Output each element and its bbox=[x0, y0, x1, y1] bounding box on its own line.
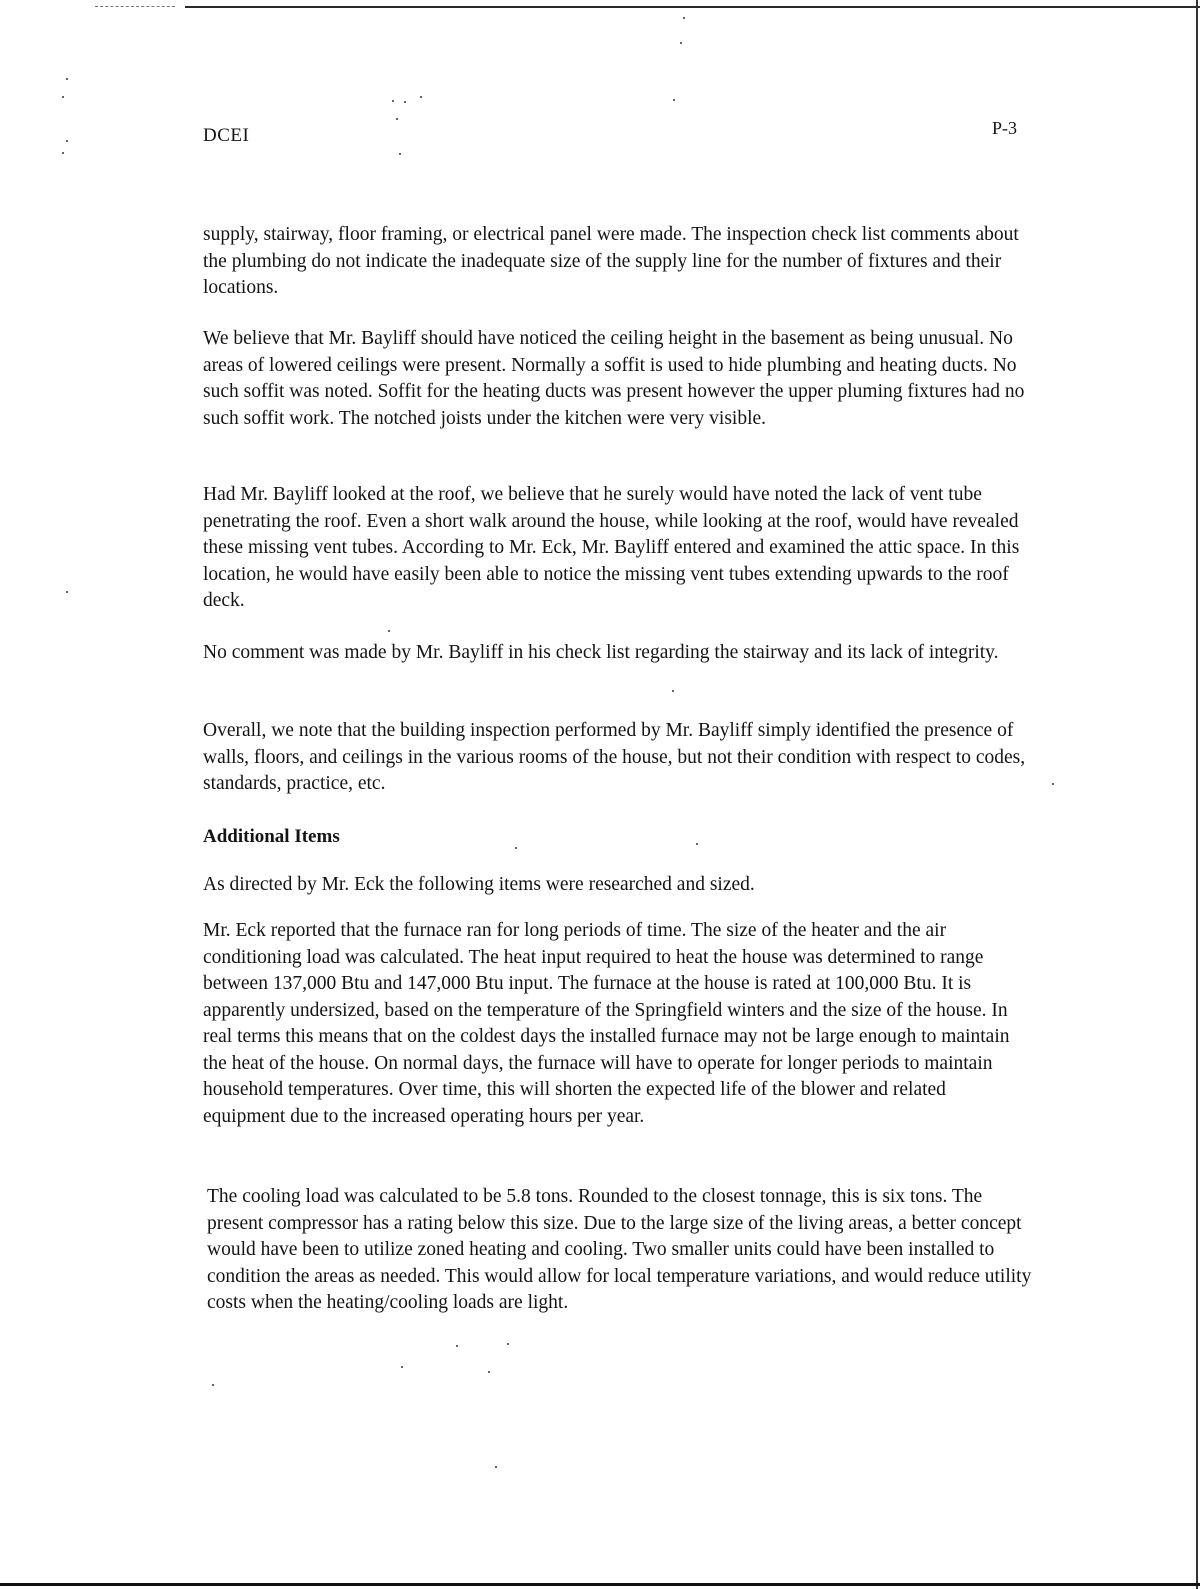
section-heading-additional-items: Additional Items bbox=[203, 826, 340, 847]
paragraph-directed: As directed by Mr. Eck the following items were researched and sized. bbox=[203, 874, 755, 895]
paragraph-furnace: Mr. Eck reported that the furnace ran for long periods of time. The size of the heater and the air conditioning load was calculated. The heat input required to heat the house was determined to range between 137,000 Btu and 147,000 Btu input. The furnace at the house is rated at 100,000 Btu. It is apparently undersized, based on the temperature of the Springfield winters and the size of the house. In real terms this means that on the coldest days the installed furnace may not be large enough to maintain the heat of the house. On normal days, the furnace will have to operate for longer periods to maintain household temperatures. Over time, this will shorten the expected life of the blower and related equipment due to the increased operating hours per year. bbox=[203, 920, 1010, 1127]
scan-speck bbox=[401, 1366, 403, 1368]
scan-speck bbox=[456, 1345, 458, 1347]
scan-speck bbox=[420, 96, 422, 98]
paragraph-supply: supply, stairway, floor framing, or electrical panel were made. The inspection check list comments about the plumbing do not indicate the inadequate size of the supply line for the number of fixtures and their locations. bbox=[203, 224, 1019, 298]
scan-speck bbox=[672, 690, 674, 692]
header-page-number: P-3 bbox=[992, 118, 1018, 138]
scan-speck bbox=[680, 42, 682, 44]
paragraph-ceiling-height: We believe that Mr. Bayliff should have noticed the ceiling height in the basement as being unusual. No areas of lowered ceilings were present. Normally a soffit is used to hide plumbing and heating ducts. No such soffit was noted. Soffit for the heating ducts was present however the upper pluming fixtures had no such soffit work. The notched joists under the kitchen were very visible. bbox=[203, 328, 1025, 429]
scan-speck bbox=[396, 118, 398, 120]
scan-speck bbox=[62, 96, 64, 98]
paragraph-roof: Had Mr. Bayliff looked at the roof, we believe that he surely would have noted the lack of vent tube penetrating the roof. Even a short walk around the house, while looking at the roof, would have revealed these missing vent tubes. According to Mr. Eck, Mr. Bayliff entered and examined the attic space. In this location, he would have easily been able to notice the missing vent tubes extending upwards to the roof deck. bbox=[203, 484, 1020, 611]
scan-speck bbox=[696, 843, 698, 845]
scan-speck bbox=[673, 99, 675, 101]
paragraph-overall: Overall, we note that the building inspection performed by Mr. Bayliff simply identified the presence of walls, floors, and ceilings in the various rooms of the house, but not their condition with respect to codes, standards, practice, etc. bbox=[203, 720, 1026, 794]
scan-speck bbox=[507, 1343, 509, 1345]
scan-speck bbox=[388, 630, 390, 632]
scan-speck bbox=[495, 1466, 497, 1468]
scan-top-border bbox=[185, 6, 1200, 8]
scan-speck bbox=[515, 847, 517, 849]
header-company: DCEI bbox=[203, 125, 250, 146]
scan-speck bbox=[392, 100, 394, 102]
scan-speck bbox=[66, 140, 68, 142]
scan-speck bbox=[212, 1384, 214, 1386]
scan-speck bbox=[488, 1371, 490, 1373]
scan-right-border bbox=[1196, 0, 1198, 1589]
scan-speck bbox=[683, 17, 685, 19]
scan-bottom-border bbox=[0, 1583, 1200, 1586]
paragraph-stairway: No comment was made by Mr. Bayliff in his check list regarding the stairway and its lack of integrity. bbox=[203, 642, 999, 663]
scan-speck bbox=[399, 153, 401, 155]
paragraph-cooling-load: The cooling load was calculated to be 5.8 tons. Rounded to the closest tonnage, this is six tons. The present compressor has a rating below this size. Due to the large size of the living areas, a better concept would have been to utilize zoned heating and cooling. Two smaller units could have been installed to condition the areas as needed. This would allow for local temperature variations, and would reduce utility costs when the heating/cooling loads are light. bbox=[207, 1186, 1032, 1313]
scan-speck bbox=[66, 78, 68, 80]
scan-speck bbox=[66, 591, 68, 593]
scan-speck bbox=[1052, 783, 1054, 785]
scan-speck bbox=[62, 152, 64, 154]
scan-speck bbox=[404, 101, 406, 103]
scan-top-dashed-mark bbox=[95, 6, 175, 8]
